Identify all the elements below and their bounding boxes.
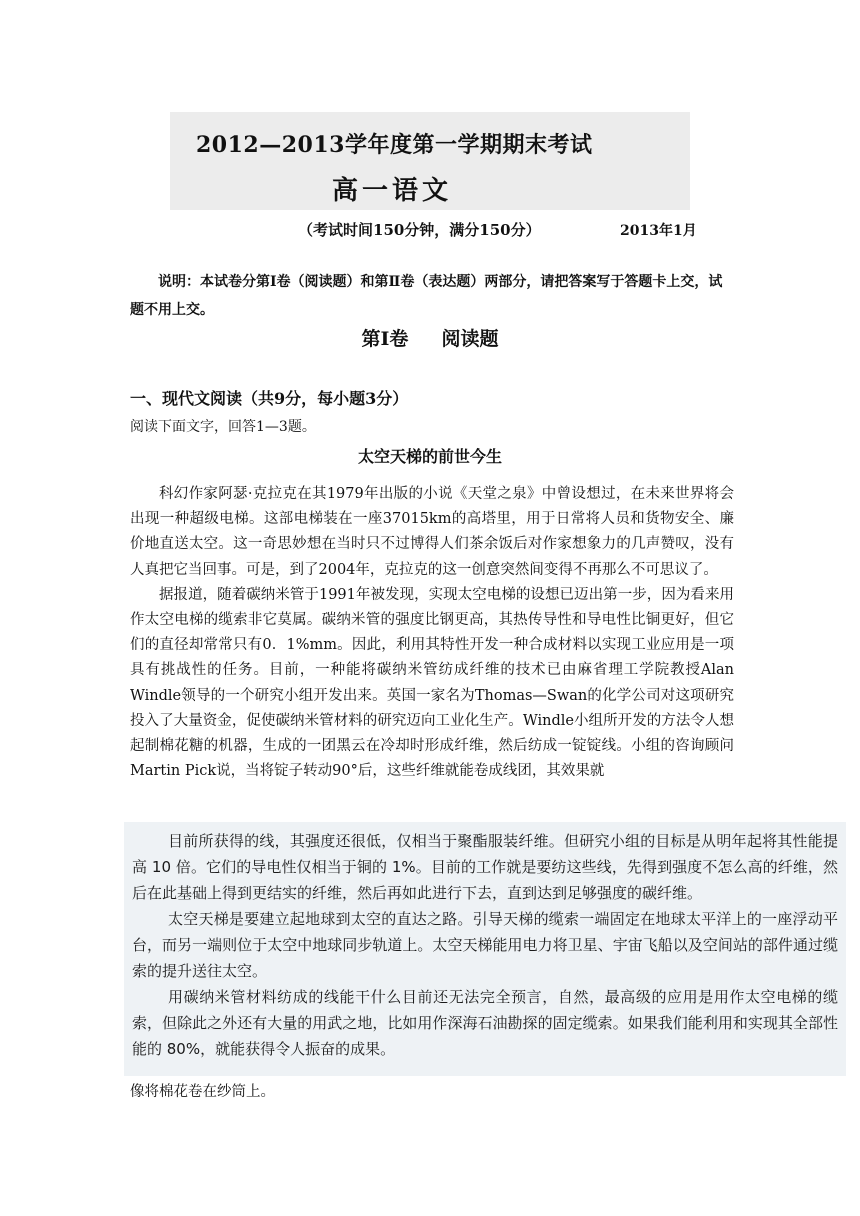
article-body xyxy=(130,482,734,784)
article-title: 太空天梯的前世今生 xyxy=(357,449,502,466)
scanned-paragraph: 目前所获得的线，其强度还很低，仅相当于聚酯服装纤维。但研究小组的目标是从明年起将其性能提高 10 倍。它们的导电性仅相当于铜的 1%。目前的工作就是要纺这些线，先得到强度不怎么高的纤维，然后在此基础上得到更结实的纤维，然后再如此进行下去，直到达到足够强度的碳纤维。 xyxy=(132,832,838,902)
article-paragraph: 科幻作家阿瑟·克拉克在其1979年出版的小说《天堂之泉》中曾设想过，在未来世界将会出现一种超级电梯。这部电梯装在一座37015km的高塔里，用于日常将人员和货物安全、廉价地直送太空。这一奇思妙想在当时只不过博得人们茶余饭后对作家想象力的几声赞叹，没有人真把它当回事。可是，到了2004年，克拉克的这一创意突然间变得不再那么不可思议了。 xyxy=(130,486,734,578)
section-instruction: 阅读下面文字，回答1—3题。 xyxy=(130,419,316,435)
article-continuation: 像将棉花卷在纱筒上。 xyxy=(130,1084,275,1100)
exam-date: 2013年1月 xyxy=(620,223,697,239)
exam-duration-info: （考试时间150分钟，满分150分） xyxy=(298,221,541,239)
section-heading: 一、现代文阅读（共9分，每小题3分） xyxy=(130,389,409,408)
subject-title: 高一语文 xyxy=(332,176,453,206)
exam-instructions: 说明：本试卷分第Ⅰ卷（阅读题）和第Ⅱ卷（表达题）两部分，请把答案写于答题卡上交，试题不用上交。 xyxy=(130,274,723,318)
scanned-text-block xyxy=(124,822,846,1076)
scanned-paragraph: 用碳纳米管材料纺成的线能干什么目前还无法完全预言，自然，最高级的应用是用作太空电梯的缆索，但除此之外还有大量的用武之地，比如用作深海石油勘探的固定缆索。如果我们能利用和实现其全部性能的 80%，就能获得令人振奋的成果。 xyxy=(132,988,838,1058)
article-paragraph: 据报道，随着碳纳米管于1991年被发现，实现太空电梯的设想已迈出第一步，因为看来用作太空电梯的缆索非它莫属。碳纳米管的强度比钢更高，其热传导性和导电性比铜更好，但它们的直径却常常只有0．1%mm。因此，利用其特性开发一种合成材料以实现工业应用是一项具有挑战性的任务。目前，一种能将碳纳米管纺成纤维的技术已由麻省理工学院教授Alan Windle领导的一个研究小组开发出来。英国一家名为Thomas—Swan的化学公司对这项研究投入了大量资金，促使碳纳米管材料的研究迈向工业化生产。Windle小组所开发的方法令人想起制棉花糖的机器，生成的一团黑云在冷却时形成纤维，然后纺成一锭锭线。小组的咨询顾问Martin Pick说，当将锭子转动90°后，这些纤维就能卷成线团，其效果就 xyxy=(130,586,734,780)
volume-title: 第Ⅰ卷 阅读题 xyxy=(361,328,499,350)
scanned-paragraph: 太空天梯是要建立起地球到太空的直达之路。引导天梯的缆索一端固定在地球太平洋上的一座浮动平台，而另一端则位于太空中地球同步轨道上。太空天梯能用电力将卫星、宇宙飞船以及空间站的部件通过缆索的提升送往太空。 xyxy=(132,910,838,980)
exam-title: 2012—2013学年度第一学期期末考试 xyxy=(196,132,593,158)
